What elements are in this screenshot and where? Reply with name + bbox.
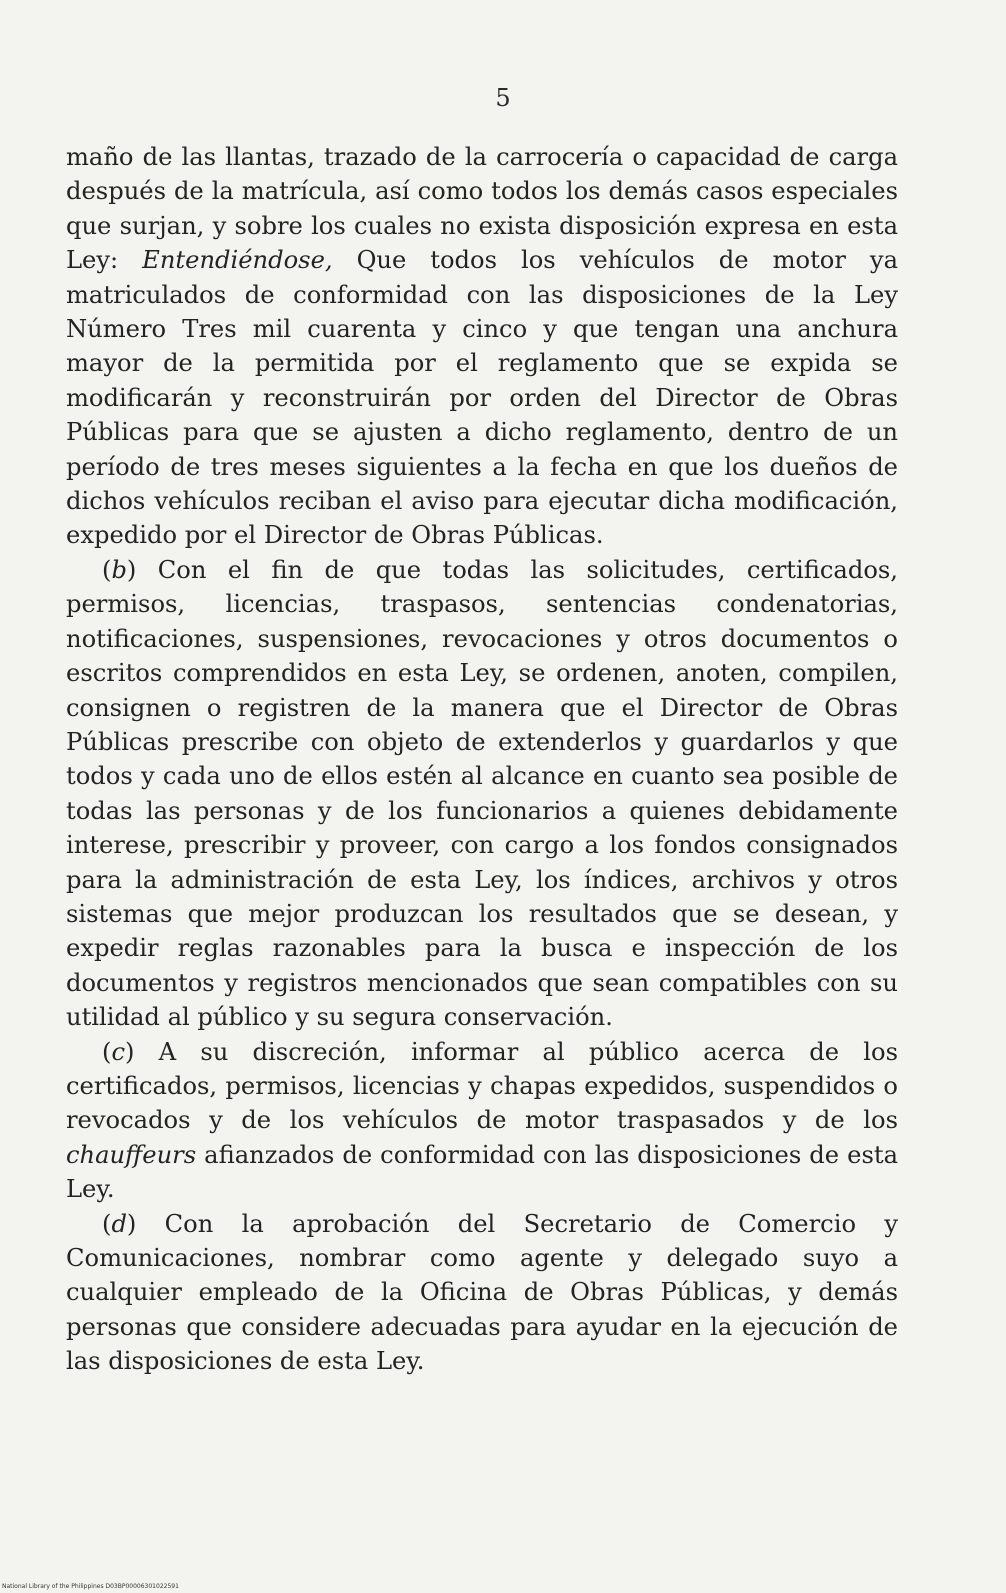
body-text — [66, 140, 898, 1379]
paragraph-text: ( — [102, 555, 112, 584]
clause-letter: d — [111, 1209, 127, 1238]
paragraph-text: ( — [102, 1209, 112, 1238]
paragraph-d — [66, 1207, 898, 1379]
paragraph-b — [66, 553, 898, 1035]
paragraph-a-continuation — [66, 140, 898, 553]
clause-letter: b — [111, 555, 127, 584]
paragraph-text: afianzados de conformidad con las disposiciones de esta Ley. — [66, 1140, 898, 1204]
paragraph-text: ( — [102, 1037, 112, 1066]
archive-footer: National Library of the Philippines D03BP00006301022591 — [2, 1583, 179, 1590]
paragraph-text: ) A su discreción, informar al público acerca de los certificados, permisos, licencias y chapas expedidos, suspendidos o revocados y de los vehículos de motor traspasados y de los — [66, 1037, 898, 1135]
paragraph-c — [66, 1035, 898, 1207]
paragraph-text: ) Con la aprobación del Secretario de Comercio y Comunicaciones, nombrar como agente y delegado suyo a cualquier empleado de la Oficina de Obras Públicas, y demás personas que considere adecuadas para ayudar en la ejecución de las disposiciones de esta Ley. — [66, 1209, 898, 1376]
page-number: 5 — [495, 84, 511, 112]
paragraph-text: ) Con el fin de que todas las solicitudes, certificados, permisos, licencias, traspasos, sentencias condenatorias, notificaciones, suspensiones, revocaciones y otros documentos o escritos comprendidos en esta Ley, se ordenen, anoten, compilen, consignen o registren de la manera que el Director de Obras Públicas prescribe con objeto de extenderlos y guardarlos y que todos y cada uno de ellos estén al alcance en cuanto sea posible de todas las personas y de los funcionarios a quienes debidamente interese, prescribir y proveer, con cargo a los fondos consignados para la administración de esta Ley, los índices, archivos y otros sistemas que mejor produzcan los resultados que se desean, y expedir reglas razonables para la busca e inspección de los documentos y registros mencionados que sean compatibles con su utilidad al público y su segura conservación. — [66, 555, 898, 1032]
clause-letter: c — [111, 1037, 125, 1066]
paragraph-text: Que todos los vehículos de motor ya matriculados de conformidad con las disposiciones de la Ley Número Tres mil cuarenta y cinco y que tengan una anchura mayor de la permitida por el reglamento que se expida se modificarán y reconstruirán por orden del Director de Obras Públicas para que se ajusten a dicho reglamento, dentro de un período de tres meses siguientes a la fecha en que los dueños de dichos vehículos reciban el aviso para ejecutar dicha modificación, expedido por el Director de Obras Públicas. — [66, 246, 898, 550]
italic-term: chauffeurs — [66, 1140, 197, 1169]
paragraph-text: maño de las llantas, trazado de la carrocería o capacidad de carga después de la matrícula, así como todos los demás casos especiales que surjan, y sobre los cuales no exista disposición expresa en esta Ley: — [66, 143, 898, 275]
italic-term: Entendiéndose, — [142, 246, 333, 275]
